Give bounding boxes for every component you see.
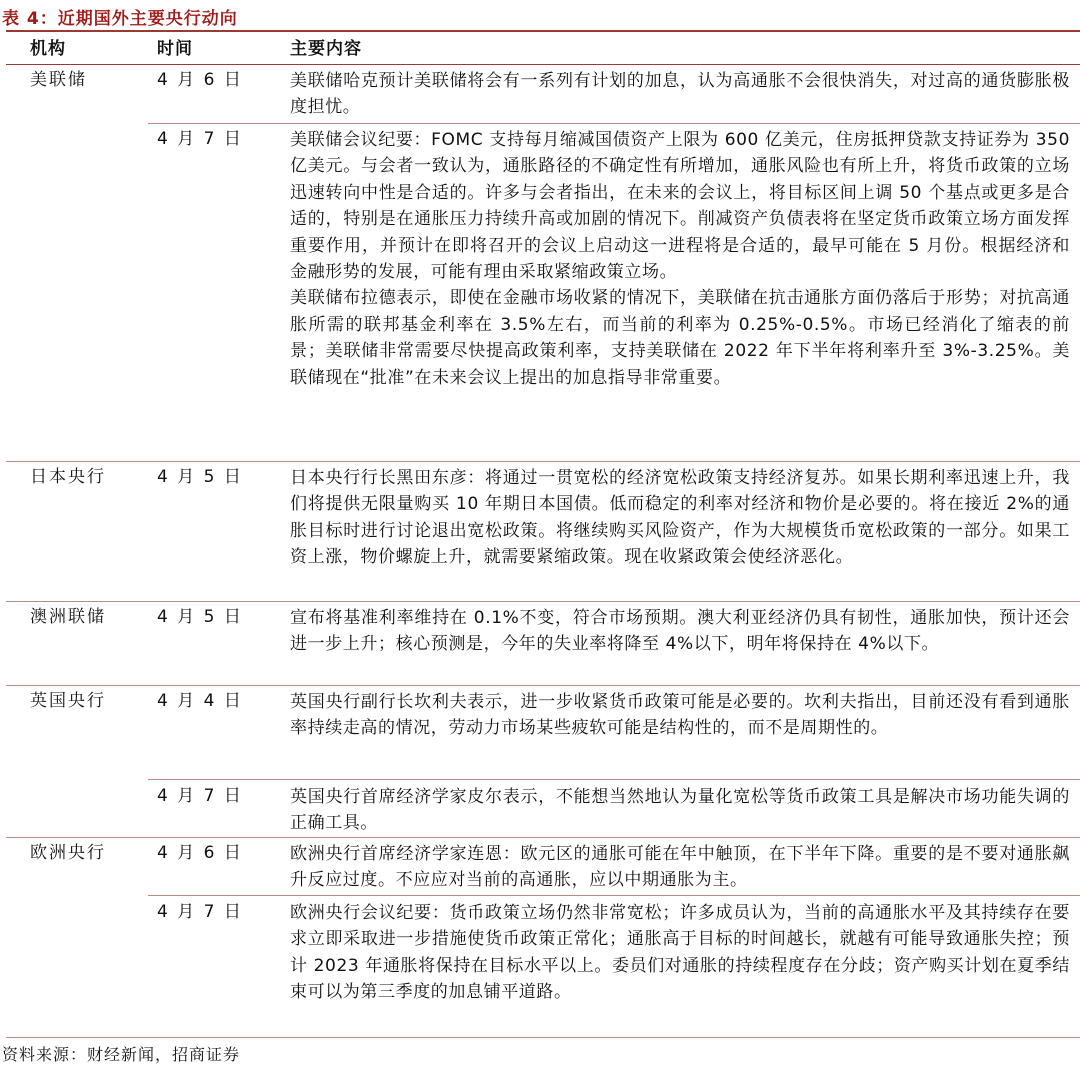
date-cell: 4 月 7 日	[157, 902, 243, 922]
bottom-rule	[6, 1037, 1080, 1038]
content-paragraph: 日本央行行长黑田东彦：将通过一贯宽松的经济宽松政策支持经济复苏。如果长期利率迅速上升，我们将提供无限量购买 10 年期日本国债。低而稳定的利率对经济和物价是必要的。将在接近 2%的通胀目标时进行讨论退出宽松政策。将继续购买风险资产，作为大规模货币宽松政策的一部分。如果工资上涨，物价螺旋上升，就需要紧缩政策。现在收紧政策会使经济恶化。	[290, 468, 1070, 568]
header-rule	[6, 64, 1080, 65]
content-cell	[290, 841, 1070, 894]
row-divider	[6, 461, 1080, 462]
column-header-org: 机构	[30, 39, 66, 59]
content-cell	[290, 68, 1070, 121]
org-name: 美联储	[30, 70, 87, 90]
content-paragraph: 英国央行首席经济学家皮尔表示，不能想当然地认为量化宽松等货币政策工具是解决市场功能失调的正确工具。	[290, 787, 1070, 834]
date-cell: 4 月 7 日	[157, 129, 243, 149]
row-divider	[6, 685, 1080, 686]
content-paragraph: 宣布将基准利率维持在 0.1%不变，符合市场预期。澳大利亚经济仍具有韧性，通胀加快，预计还会进一步上升；核心预测是，今年的失业率将降至 4%以下，明年将保持在 4%以下。	[290, 608, 1070, 655]
date-cell: 4 月 6 日	[157, 843, 243, 863]
top-rule	[6, 30, 1080, 32]
content-paragraph: 美联储会议纪要：FOMC 支持每月缩减国债资产上限为 600 亿美元，住房抵押贷款支持证券为 350 亿美元。与会者一致认为，通胀路径的不确定性有所增加，通胀风险也有所上升，将货币政策的立场迅速转向中性是合适的。许多与会者指出，在未来的会议上，将目标区间上调 50 个基点或更多是合适的，特别是在通胀压力持续升高或加剧的情况下。削减资产负债表将在坚定货币政策立场方面发挥重要作用，并预计在即将召开的会议上启动这一进程将是合适的，最早可能在 5 月份。根据经济和金融形势的发展，可能有理由采取紧缩政策立场。	[290, 130, 1070, 283]
date-cell: 4 月 4 日	[157, 691, 243, 711]
row-divider	[148, 779, 1080, 780]
row-divider	[6, 601, 1080, 602]
org-name: 英国央行	[30, 691, 106, 711]
content-paragraph: 欧洲央行首席经济学家连恩：欧元区的通胀可能在年中触顶，在下半年下降。重要的是不要对通胀飙升反应过度。不应应对当前的高通胀，应以中期通胀为主。	[290, 844, 1070, 891]
date-cell: 4 月 6 日	[157, 70, 243, 90]
org-name: 欧洲央行	[30, 843, 106, 863]
content-paragraph: 欧洲央行会议纪要：货币政策立场仍然非常宽松；许多成员认为，当前的高通胀水平及其持续存在要求立即采取进一步措施使货币政策正常化；通胀高于目标的时间越长，就越有可能导致通胀失控；预计 2023 年通胀将保持在目标水平以上。委员们对通胀的持续程度存在分歧；资产购买计划在夏季结束可以为第三季度的加息铺平道路。	[290, 903, 1070, 1003]
date-cell: 4 月 5 日	[157, 607, 243, 627]
org-name: 澳洲联储	[30, 607, 106, 627]
source-note: 资料来源：财经新闻，招商证券	[2, 1045, 241, 1064]
content-paragraph: 英国央行副行长坎利夫表示，进一步收紧货币政策可能是必要的。坎利夫指出，目前还没有看到通胀率持续走高的情况，劳动力市场某些疲软可能是结构性的，而不是周期性的。	[290, 692, 1070, 739]
row-divider	[6, 837, 1080, 838]
column-header-content: 主要内容	[290, 39, 362, 59]
org-name: 日本央行	[30, 467, 106, 487]
column-header-date: 时间	[157, 39, 193, 59]
content-cell	[290, 605, 1070, 658]
date-cell: 4 月 5 日	[157, 467, 243, 487]
row-divider	[148, 123, 1080, 124]
content-cell	[290, 900, 1070, 1006]
content-cell	[290, 784, 1070, 837]
table-caption: 表 4：近期国外主要央行动向	[2, 9, 238, 29]
content-paragraph: 美联储布拉德表示，即使在金融市场收紧的情况下，美联储在抗击通胀方面仍落后于形势；对抗高通胀所需的联邦基金利率在 3.5%左右，而当前的利率为 0.25%-0.5%。市场已经消化了缩表的前景；美联储非常需要尽快提高政策利率，支持美联储在 2022 年下半年将利率升至 3%-3.25%。美联储现在“批准”在未来会议上提出的加息指导非常重要。	[290, 288, 1070, 388]
date-cell: 4 月 7 日	[157, 786, 243, 806]
content-cell	[290, 127, 1070, 391]
content-cell	[290, 465, 1070, 571]
row-divider	[148, 895, 1080, 896]
content-cell	[290, 689, 1070, 742]
content-paragraph: 美联储哈克预计美联储将会有一系列有计划的加息，认为高通胀不会很快消失，对过高的通货膨胀极度担忧。	[290, 71, 1070, 118]
